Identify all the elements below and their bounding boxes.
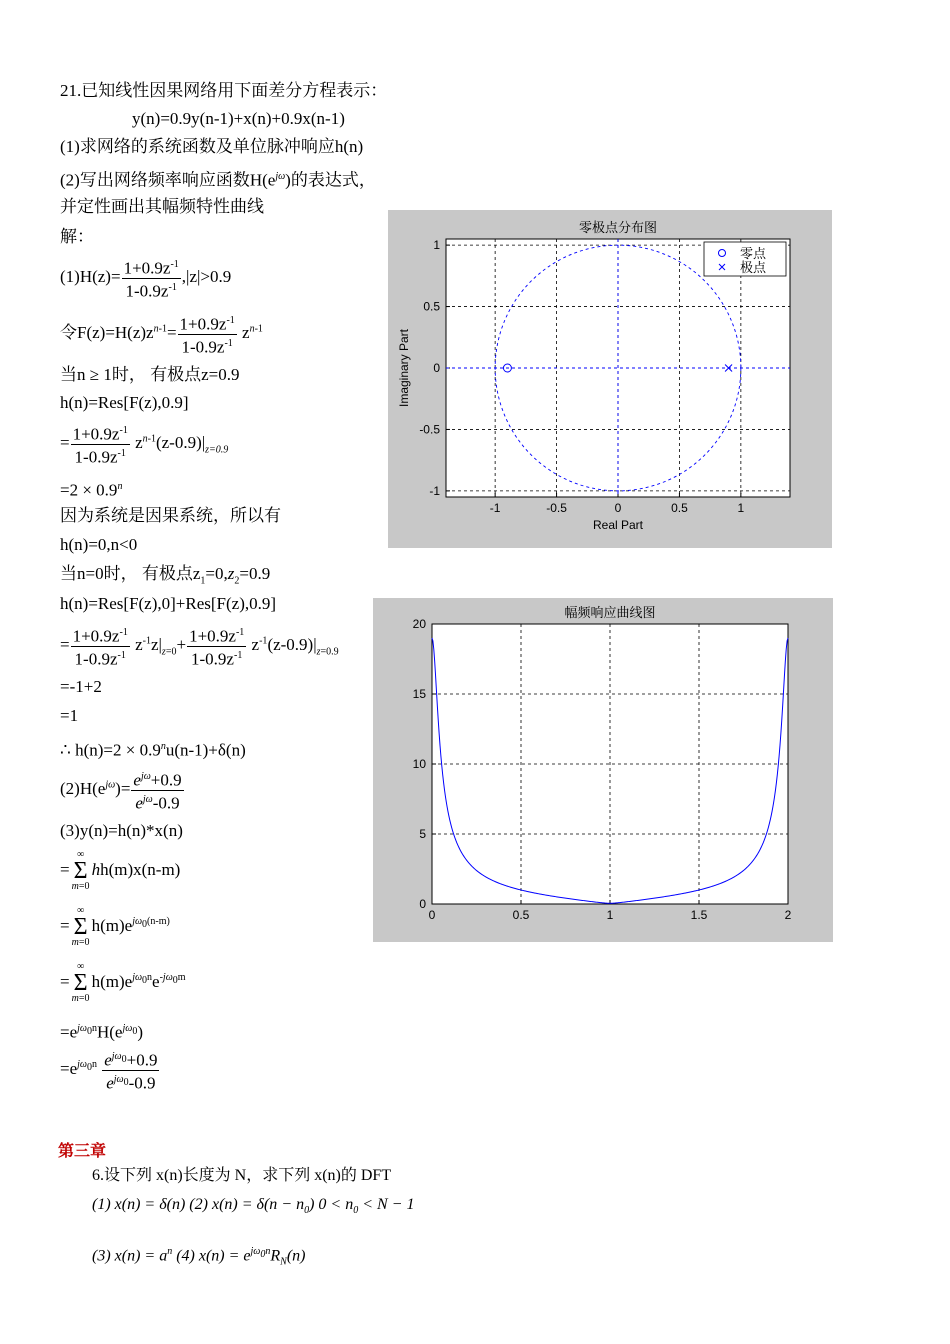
- causal-note: 因为系统是因果系统，所以有: [60, 506, 281, 525]
- hn-residue: h(n)=Res[F(z),0.9]: [60, 393, 189, 412]
- chart-title: 零极点分布图: [578, 221, 658, 236]
- pole-n-0: 当n=0时， 有极点$z_1=0,z_2=0.9$: [60, 564, 271, 587]
- fz-formula: 令$F(z)=H(z)z^{n-1}=$ $\frac{1+0.9z^{-1}}{1-0.9z^{-1}}$ $z^{n-1}$: [60, 312, 263, 356]
- difference-equation: y(n)=0.9y(n-1)+x(n)+0.9x(n-1): [132, 109, 345, 128]
- sum-line-3: = ∞ Σ m=0 $h(m)e^{j\omega_0n}e^{-j\omega_0m}$: [60, 961, 186, 1004]
- e-line-2: $=e^{j\omega_0n}$ $\frac{e^{j\omega_0}+0.9}{e^{j\omega_0}-0.9}$: [60, 1048, 160, 1092]
- sum-result: =-1+2: [60, 677, 102, 696]
- x-tick-label: -1: [489, 501, 501, 515]
- x-tick-label: 1: [737, 501, 745, 515]
- hz-formula: (1)H(z)= $\frac{1+0.9z^{-1}}{1-0.9z^{-1}}$ ,|z|>0.9: [60, 256, 231, 300]
- x-tick-label: 0: [614, 501, 622, 515]
- magnitude-figure: [373, 598, 833, 942]
- part1-question: (1)求网络的系统函数及单位脉冲响应h(n): [60, 137, 364, 156]
- residue-eval-2: = $\frac{1+0.9z^{-1}}{1-0.9z^{-1}}$ $z^{-1}z|_{z=0}+$ $\frac{1+0.9z^{-1}}{1-0.9z^{-1}}$ $z^{-1}(z-0.9)|_{z=0.9}$: [60, 624, 339, 668]
- y-tick-label: 15: [412, 687, 426, 701]
- q6-statement: 6.设下列 x(n)长度为 N，求下列 x(n)的 DFT: [92, 1167, 392, 1184]
- x-tick-label: 1: [606, 908, 614, 922]
- y-tick-label: 0: [419, 897, 426, 911]
- legend-label: 极点: [740, 261, 767, 276]
- chapter-heading: 第三章: [58, 1141, 107, 1160]
- problem-title: 21.已知线性因果网络用下面差分方程表示：: [60, 81, 388, 100]
- solution-label: 解：: [60, 227, 94, 246]
- h-zero-negative: h(n)=0,n<0: [60, 535, 138, 554]
- part2-question-cont: 并定性画出其幅频特性曲线: [60, 197, 264, 216]
- y-tick-label: 0: [433, 361, 440, 375]
- y-tick-label: 1: [433, 238, 440, 253]
- part2-question: (2)写出网络频率响应函数$H(e^{j\omega})$的表达式，: [60, 170, 376, 190]
- x-axis-label: Real Part: [592, 518, 644, 532]
- y-tick-label: 5: [419, 827, 426, 841]
- y-tick-label: -0.5: [419, 422, 440, 437]
- result-2x09n: $=2 \times 0.9^n$: [60, 480, 123, 500]
- y-tick-label: 0.5: [423, 299, 440, 314]
- x-tick-label: 1.5: [690, 908, 708, 922]
- y-tick-label: 10: [412, 757, 426, 771]
- hw-formula: $(2)H(e^{j\omega})=$ $\frac{e^{j\omega}+0.9}{e^{j\omega}-0.9}$: [60, 768, 185, 812]
- y-axis-label: Imaginary Part: [397, 328, 411, 408]
- final-hn: ∴ $h(n)=2 \times 0.9^nu(n-1)+\delta(n)$: [60, 740, 246, 760]
- x-tick-label: 0.5: [671, 501, 688, 515]
- x-tick-label: 2: [784, 908, 792, 922]
- pole-n-ge-1: 当n ≥ 1时， 有极点z=0.9: [60, 365, 240, 384]
- pole-zero-figure: [388, 210, 832, 548]
- x-tick-label: 0: [428, 908, 436, 922]
- q6-items-1-2: (1) x(n) = δ(n) (2) $x(n) = \delta(n - n_0)$ $0 < n_0 < N - 1$: [92, 1196, 415, 1217]
- x-tick-label: 0.5: [512, 908, 530, 922]
- y-tick-label: -1: [429, 483, 440, 498]
- q6-items-3-4: (3) $x(n) = a^n$ (4) $x(n) = e^{j\omega_0n}R_N(n)$: [92, 1246, 306, 1268]
- sum-line-1: = ∞ Σ m=0 hh(m)x(n-m): [60, 849, 181, 892]
- magnitude-chart: [373, 598, 833, 942]
- pole-zero-chart: [388, 210, 832, 548]
- chart-title: 幅频响应曲线图: [564, 606, 656, 621]
- legend-label: 零点: [740, 247, 767, 262]
- residue-eval: = $\frac{1+0.9z^{-1}}{1-0.9z^{-1}}$ $z^{n-1}(z-0.9)|_{z=0.9}$: [60, 422, 228, 466]
- e-line-1: $=e^{j\omega_0n}H(e^{j\omega_0})$: [60, 1022, 143, 1042]
- part3-conv: (3)y(n)=h(n)*x(n): [60, 821, 183, 840]
- sum-line-2: = ∞ Σ m=0 $h(m)e^{j\omega_0(n-m)}$: [60, 905, 170, 948]
- x-tick-label: -0.5: [546, 501, 567, 515]
- hn-residue-2: h(n)=Res[F(z),0]+Res[F(z),0.9]: [60, 594, 277, 613]
- equals-one: =1: [60, 706, 79, 725]
- y-tick-label: 20: [412, 617, 426, 631]
